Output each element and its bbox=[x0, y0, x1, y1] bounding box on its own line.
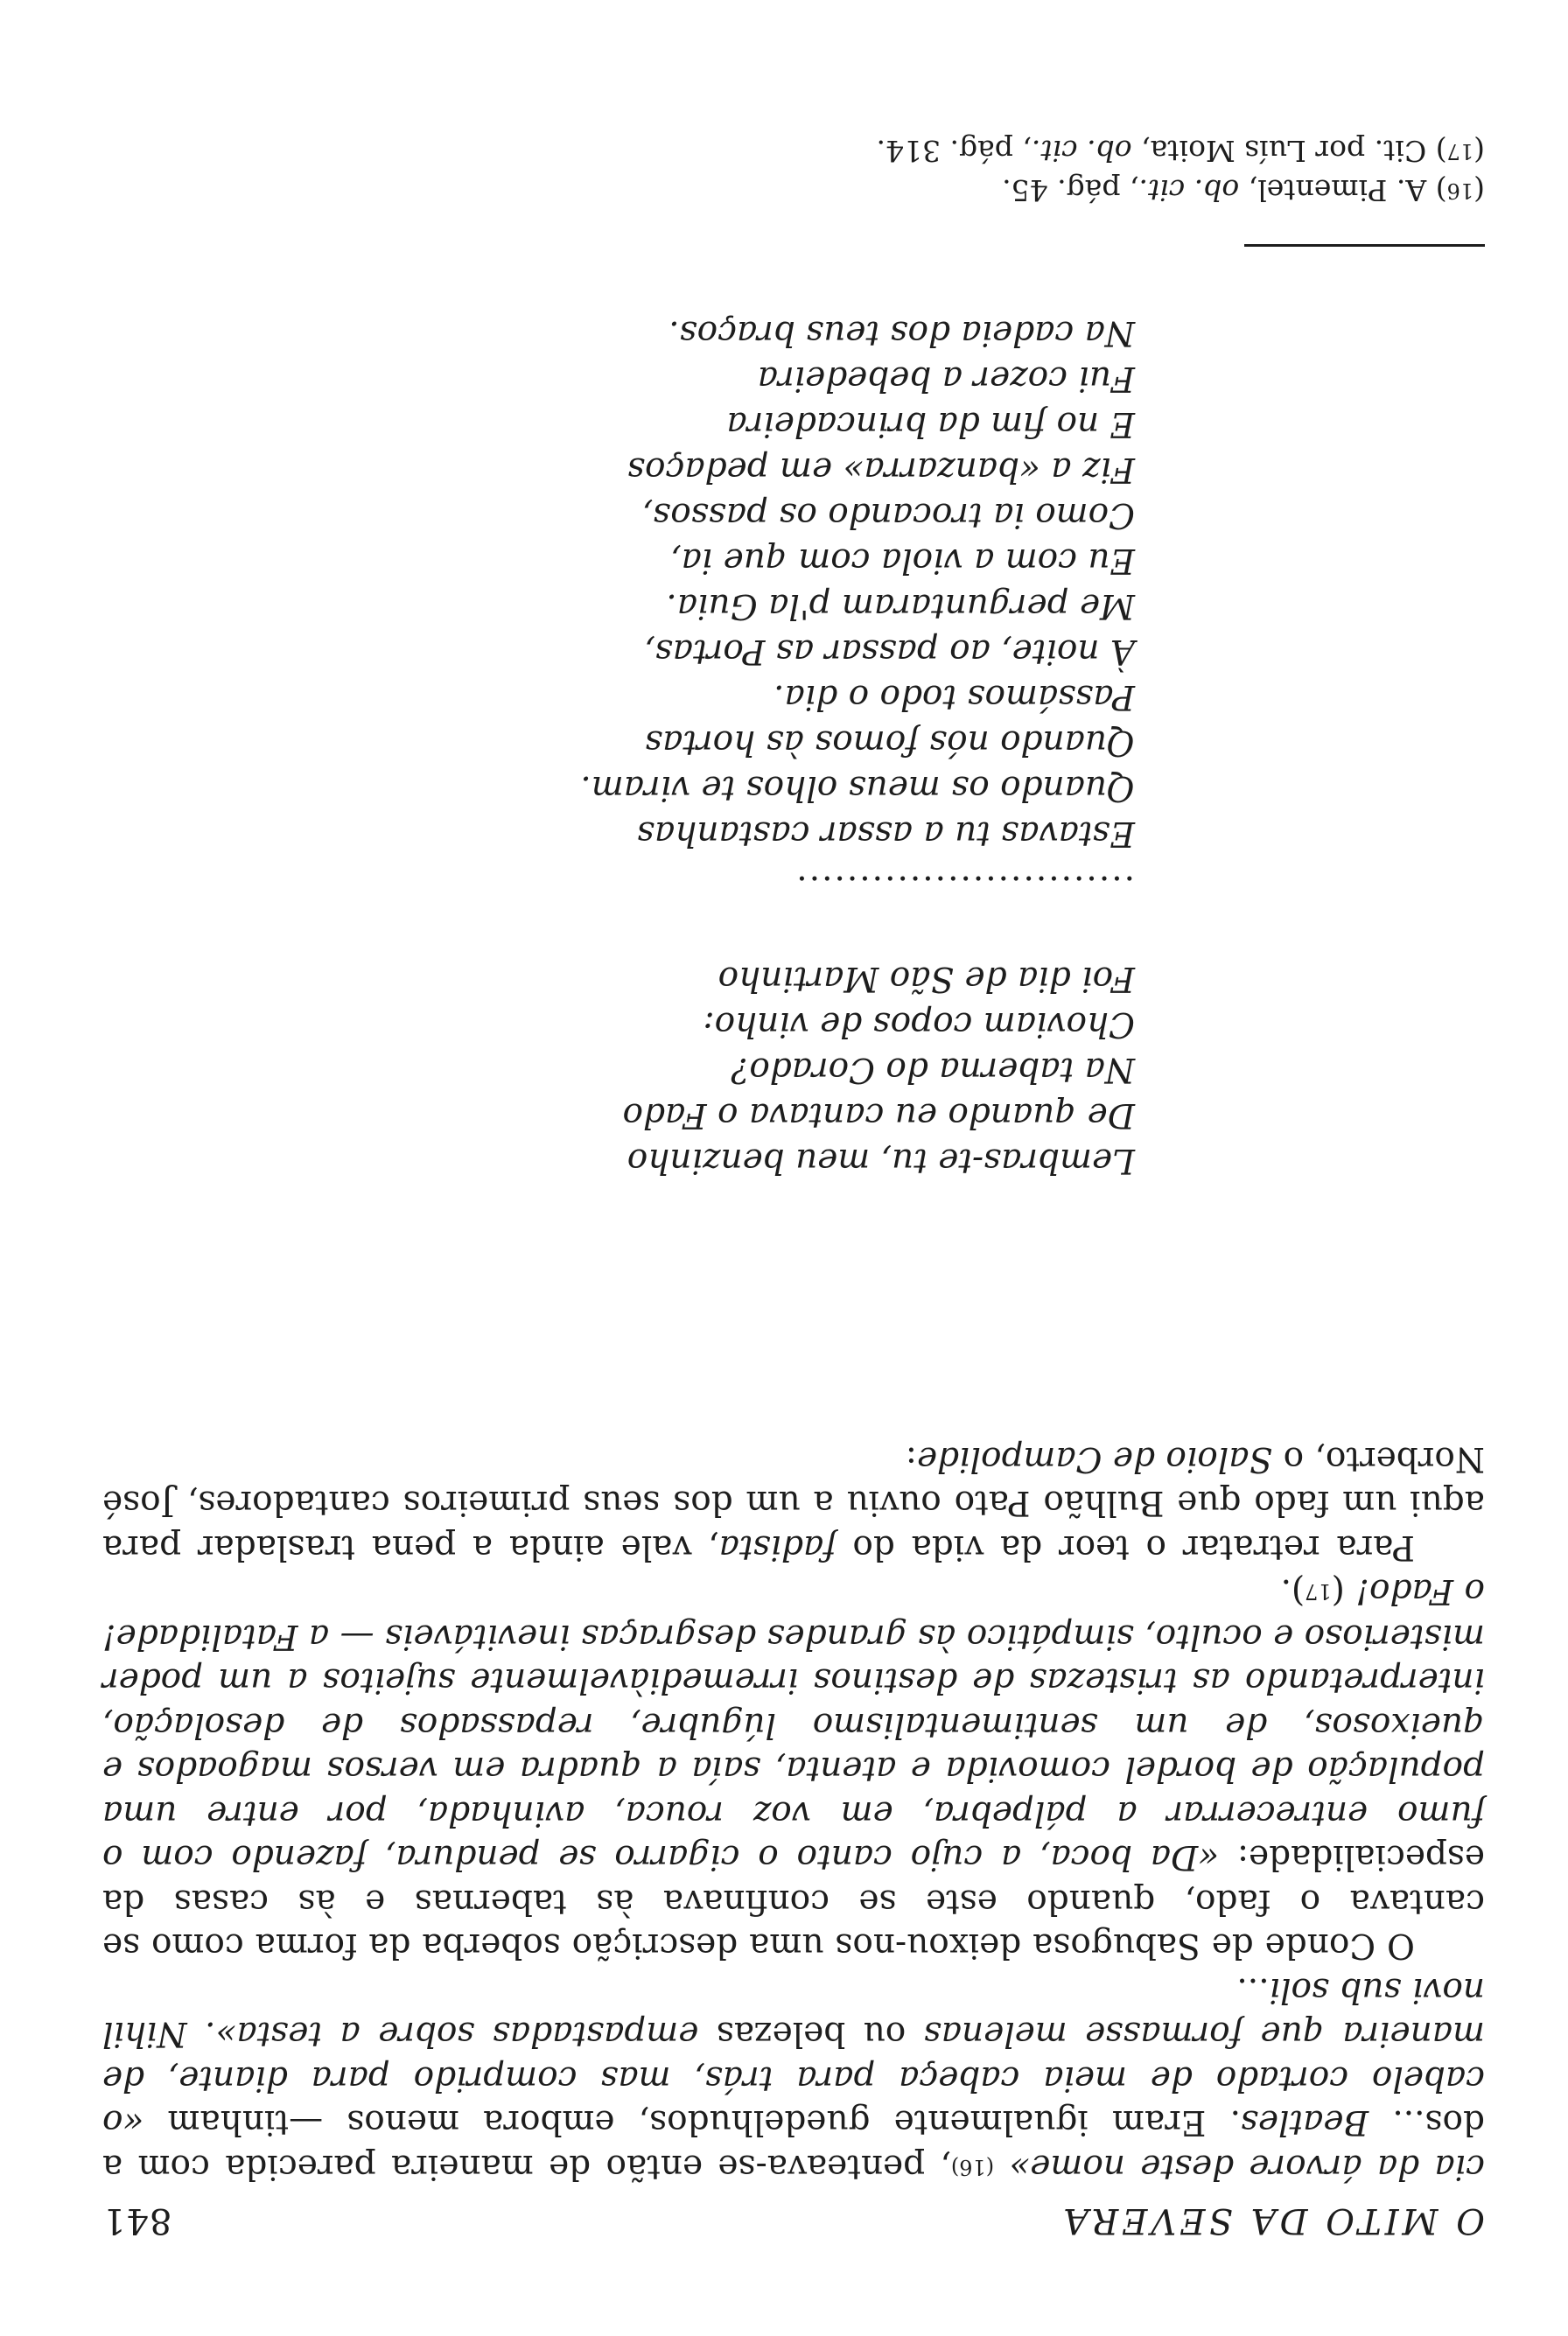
footnote-ref-16: (16) bbox=[950, 2155, 995, 2179]
text-run: . Eram igualmente guedelhudos, embora menos —tinham bbox=[144, 2102, 1241, 2143]
poem-line: De quando eu cantava o Fado bbox=[622, 1095, 1135, 1135]
poem-line: Quando os meus olhos te viram. bbox=[580, 768, 1135, 808]
footnote-ref-text: ob. cit. bbox=[1138, 173, 1240, 207]
text-run: ... bbox=[1236, 1970, 1270, 2010]
poem-line: Eu com a viola com que ia, bbox=[670, 541, 1135, 580]
poem-line: Na taberna do Corado? bbox=[731, 1050, 1135, 1089]
poem-line: E no fim da brincadeira bbox=[726, 404, 1135, 444]
body-text bbox=[102, 1437, 1485, 2190]
footnote-page: , pág. 45. bbox=[1002, 173, 1139, 207]
footnote-17: (17) Cit. por Luís Moita, ob. cit., pág. 314. bbox=[876, 134, 1485, 168]
footnote-number: 16 bbox=[1446, 178, 1474, 203]
text-run: Beatles bbox=[1240, 2102, 1369, 2143]
poem-line: Me perguntaram p'la Guia. bbox=[666, 586, 1135, 626]
text-run: O Conde de Sabugosa deixou-nos uma descrição soberba da forma como se cantava o fado, quando este se confinava às tabernas e às casas da especialidade: bbox=[102, 1837, 1485, 1966]
footnote-author: A. Pimentel, bbox=[1239, 173, 1427, 207]
poem-line: À noite, ao passar as Portas, bbox=[644, 632, 1135, 671]
footnote-ref-17: 17 bbox=[1305, 1579, 1332, 1605]
paragraph-2 bbox=[102, 1569, 1485, 1968]
text-run: cia da árvore deste nome» bbox=[1009, 2147, 1485, 2186]
poem-line: Foi dia de São Martinho bbox=[718, 959, 1135, 998]
poem-line: Choviam copos de vinho: bbox=[703, 1004, 1135, 1044]
page-number: 841 bbox=[102, 2200, 172, 2241]
paragraph-3 bbox=[102, 1437, 1485, 1570]
footnote-page: , pág. 314. bbox=[876, 134, 1032, 168]
poem-line: Estavas tu a assar castanhas bbox=[636, 814, 1135, 853]
running-head-title: O MITO DA SEVERA bbox=[1060, 2200, 1485, 2241]
footnotes bbox=[102, 131, 1485, 210]
poem-stanza-2 bbox=[580, 310, 1135, 856]
footnote-number: 17 bbox=[1446, 139, 1474, 164]
footnote-divider bbox=[1244, 244, 1485, 247]
poem-line: Fui cozer a bebedeira bbox=[757, 359, 1135, 398]
text-run: «o cabelo cortado de meia cabeça para trás, mas comprido para diante, de maneira que formasse melenas bbox=[102, 2014, 1485, 2143]
text-run: , vale ainda a pena trasladar para aqui um fado que Bulhão Pato ouviu a um dos seus primeiros cantadores, José Norberto, o bbox=[102, 1439, 1485, 1567]
poem bbox=[580, 264, 1135, 1183]
footnote-ref-text: ob. cit. bbox=[1031, 134, 1132, 168]
poem-ellipsis: ........................... bbox=[794, 868, 1135, 907]
text-run: empastadas sobre a testa». Nihil novi sub soli bbox=[102, 1970, 1485, 2054]
text-run: Saloio de Campolide bbox=[917, 1439, 1273, 1479]
paragraph-1 bbox=[102, 1968, 1485, 2190]
poem-line: Como ia trocando os passos, bbox=[641, 495, 1135, 535]
text-run: ou belezas bbox=[698, 2014, 924, 2054]
poem-line: Passámos todo o dia. bbox=[774, 677, 1135, 717]
footnote-16: (16) A. Pimentel, ob. cit., pág. 45. bbox=[1002, 173, 1485, 207]
text-run: fadista bbox=[718, 1528, 836, 1567]
poem-stanza-1 bbox=[580, 955, 1135, 1183]
poem-line: Lembras-te tu, meu benzinho bbox=[626, 1141, 1135, 1180]
running-head bbox=[102, 2200, 1485, 2241]
text-run: : bbox=[905, 1439, 917, 1479]
text-run: , penteava-se então de maneira parecida com a dos... bbox=[102, 2102, 1485, 2186]
text-run: Para retratar o teor da vida do bbox=[836, 1528, 1415, 1567]
text-run: «Da boca, a cujo canto o cigarro se pendura, fazendo com o fumo entrecerrar a pálpebra, em voz rouca, avinhada, por entre uma população de bordel comovida e atenta, saía a quadra em versos magoados e queixosos, de um sentimentalismo lúgubre, repassados de desolação, interpretando as tristezas de destinos irremediàvelmente sujeitos a um poder misterioso e oculto, simpático às grandes desgraças inevitáveis — a Fatalidade! o Fado! bbox=[102, 1571, 1485, 1878]
poem-line: Na cadeia dos teus braços. bbox=[668, 313, 1135, 353]
poem-line: Quando nós fomos às hortas bbox=[645, 723, 1135, 762]
text-run: ). bbox=[1280, 1571, 1306, 1612]
text-run: ( bbox=[1331, 1571, 1356, 1612]
footnote-author: Cit. por Luís Moita, bbox=[1131, 134, 1427, 168]
poem-line: Fiz a «banzarra» em pedaços bbox=[627, 450, 1135, 489]
